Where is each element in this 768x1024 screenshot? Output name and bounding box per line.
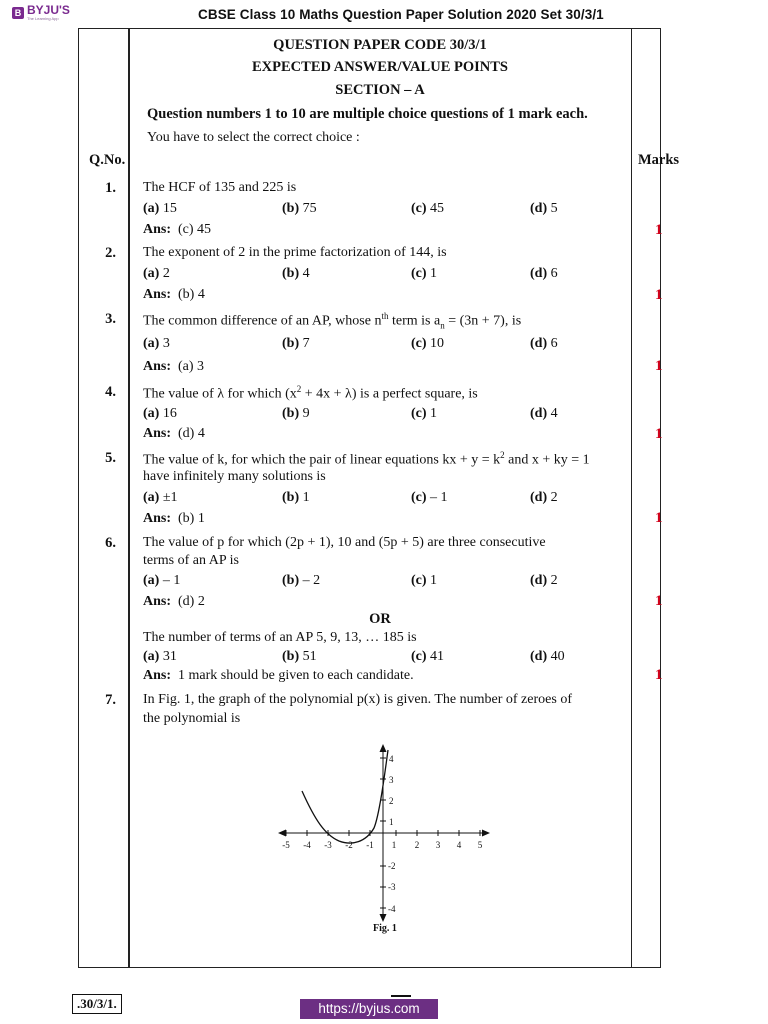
qno-header: Q.No.: [89, 152, 126, 168]
x-tick-label: 1: [391, 840, 397, 850]
select-choice-text: You have to select the correct choice :: [147, 130, 360, 145]
byjus-url-link[interactable]: https://byjus.com: [300, 999, 438, 1019]
answer-line: Ans: (b) 1: [143, 511, 205, 526]
question-text: The value of λ for which $(x^2 + 4x + \lambda)$ is a perfect square, is: [143, 384, 478, 402]
paper-code-footer: .30/3/1.: [72, 994, 122, 1014]
answer-line: Ans: 1 mark should be given to each candidate.: [143, 668, 414, 683]
option-d: (d) 2: [530, 573, 558, 588]
option-d: (d) 40: [530, 649, 565, 664]
polynomial-curve: [302, 750, 388, 843]
marks-value: 1: [655, 358, 663, 374]
instruction-text: Question numbers 1 to 10 are multiple choice questions of 1 mark each.: [147, 106, 588, 122]
x-tick-label: -4: [303, 840, 311, 850]
byjus-logo: [12, 5, 70, 21]
x-tick-label: -2: [345, 840, 353, 850]
alternate-question-text: The number of terms of an AP 5, 9, 13, … 185 is: [143, 630, 417, 645]
question-number: 3.: [105, 311, 116, 327]
x-tick-label: 2: [414, 840, 420, 850]
question-text: The exponent of 2 in the prime factorization of 144, is: [143, 245, 447, 260]
answer-line: Ans: (a) 3: [143, 359, 205, 374]
option-b: (b) 51: [282, 649, 317, 664]
question-text: The common difference of an AP, whose $n^{th}$ term is $a_n = (3n + 7)$, is: [143, 311, 522, 331]
marks-header: Marks: [638, 152, 680, 168]
question-number: 2.: [105, 245, 116, 261]
x-tick-label: -3: [324, 840, 332, 850]
option-b: (b) 75: [282, 201, 317, 216]
option-d: (d) 4: [530, 406, 558, 421]
option-b: (b) – 2: [282, 573, 321, 588]
question-paper-code: QUESTION PAPER CODE 30/3/1: [273, 37, 487, 53]
y-tick-label: 4: [389, 754, 394, 764]
option-c: (c) 1: [411, 573, 438, 588]
marks-value: 1: [655, 426, 663, 442]
option-a: (a) 2: [143, 266, 170, 281]
marks-value: 1: [655, 667, 663, 683]
expected-answers-heading: EXPECTED ANSWER/VALUE POINTS: [252, 59, 508, 75]
option-d: (d) 6: [530, 336, 558, 351]
option-a: (a) 31: [143, 649, 177, 664]
option-a: (a) ±1: [143, 490, 178, 505]
section-heading: SECTION – A: [335, 82, 425, 98]
x-axis-right-arrow: [482, 830, 490, 837]
y-axis-down-arrow: [380, 914, 387, 922]
question-number: 7.: [105, 692, 116, 708]
qno-column-divider: [128, 28, 130, 968]
y-tick-label: 2: [389, 796, 394, 806]
y-tick-label: -3: [388, 882, 396, 892]
option-b: (b) 7: [282, 336, 310, 351]
option-c: (c) – 1: [411, 490, 448, 505]
page-title: CBSE Class 10 Maths Question Paper Solution 2020 Set 30/3/1: [198, 7, 604, 22]
page-number-mark: [391, 995, 411, 997]
logo-tagline: The Learning App: [27, 16, 59, 21]
option-c: (c) 1: [411, 266, 438, 281]
question-number: 5.: [105, 450, 116, 466]
question-text: The value of k, for which the pair of linear equations kx + $y = k^2$ and x + ky = 1: [143, 450, 590, 468]
question-text: The HCF of 135 and 225 is: [143, 180, 297, 195]
option-a: (a) 3: [143, 336, 170, 351]
question-text-continued: terms of an AP is: [143, 553, 239, 568]
logo-name: BYJU'S: [27, 3, 70, 17]
x-tick-label: 5: [477, 840, 483, 850]
or-divider: OR: [369, 611, 391, 627]
byjus-logo-mark: B: [12, 7, 24, 19]
option-a: (a) – 1: [143, 573, 181, 588]
option-c: (c) 10: [411, 336, 445, 351]
marks-value: 1: [655, 222, 663, 238]
option-d: (d) 6: [530, 266, 558, 281]
x-tick-label: -1: [366, 840, 374, 850]
y-tick-label: 3: [389, 775, 394, 785]
question-number: 4.: [105, 384, 116, 400]
option-c: (c) 41: [411, 649, 445, 664]
question-text: The value of p for which (2p + 1), 10 and (5p + 5) are three consecutive: [143, 535, 546, 550]
option-a: (a) 16: [143, 406, 177, 421]
x-tick-label: 4: [456, 840, 462, 850]
option-b: (b) 4: [282, 266, 310, 281]
polynomial-graph-figure: [270, 742, 500, 942]
option-b: (b) 9: [282, 406, 310, 421]
y-tick-label: -2: [388, 861, 396, 871]
x-tick-label: -5: [282, 840, 290, 850]
y-tick-label: 1: [389, 817, 394, 827]
option-d: (d) 2: [530, 490, 558, 505]
y-axis-up-arrow: [380, 744, 387, 752]
option-a: (a) 15: [143, 201, 177, 216]
x-tick-label: 3: [435, 840, 441, 850]
marks-value: 1: [655, 510, 663, 526]
figure-caption: Fig. 1: [373, 923, 397, 934]
option-c: (c) 1: [411, 406, 438, 421]
marks-value: 1: [655, 287, 663, 303]
option-d: (d) 5: [530, 201, 558, 216]
answer-line: Ans: (d) 4: [143, 426, 205, 441]
question-number: 6.: [105, 535, 116, 551]
x-axis-left-arrow: [278, 830, 286, 837]
answer-line: Ans: (b) 4: [143, 287, 205, 302]
question-number: 1.: [105, 180, 116, 196]
option-c: (c) 45: [411, 201, 445, 216]
option-b: (b) 1: [282, 490, 310, 505]
answer-line: Ans: (d) 2: [143, 594, 205, 609]
marks-column-divider: [631, 28, 632, 968]
y-tick-label: -4: [388, 904, 396, 914]
question-text-continued: have infinitely many solutions is: [143, 469, 326, 484]
question-text: In Fig. 1, the graph of the polynomial p(x) is given. The number of zeroes of: [143, 692, 572, 707]
marks-value: 1: [655, 593, 663, 609]
answer-line: Ans: (c) 45: [143, 222, 212, 237]
question-text-continued: the polynomial is: [143, 711, 241, 726]
